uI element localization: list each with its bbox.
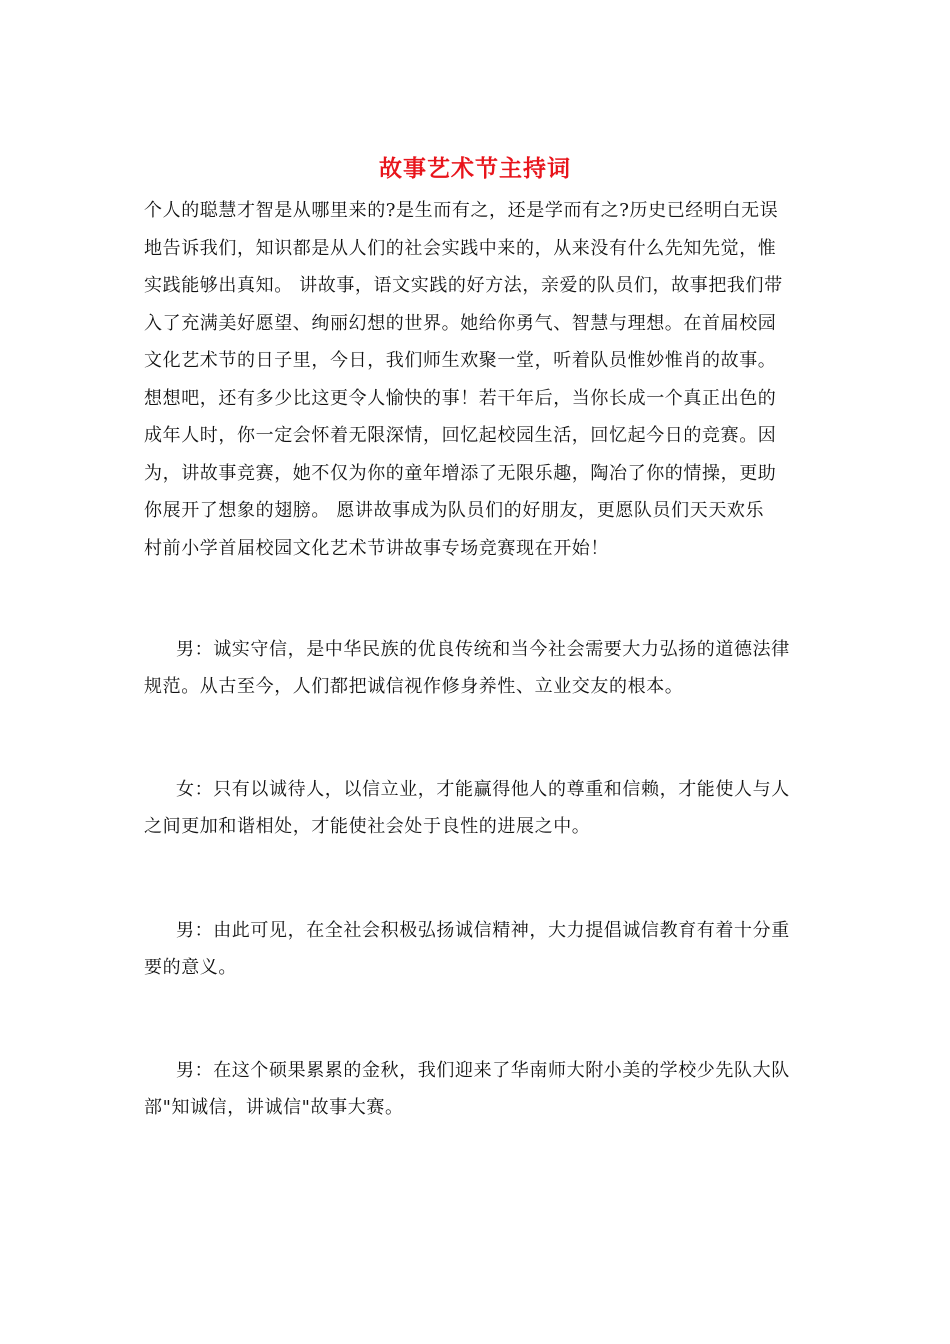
- dialogue-line: 要的意义。: [144, 957, 237, 978]
- intro-line: 文化艺术节的日子里，今日，我们师生欢聚一堂，听着队员惟妙惟肖的故事。: [144, 350, 777, 371]
- dialogue-line: 女：只有以诚待人，以信立业，才能赢得他人的尊重和信赖，才能使人与人: [176, 779, 790, 800]
- dialogue-line: 规范。从古至今，人们都把诚信视作修身养性、立业交友的根本。: [144, 676, 684, 697]
- document-title: 故事艺术节主持词: [379, 155, 571, 182]
- intro-line: 想想吧，还有多少比这更令人愉快的事！若干年后，当你长成一个真正出色的: [144, 387, 777, 409]
- dialogue-line: 之间更加和谐相处，才能使社会处于良性的进展之中。: [144, 816, 591, 837]
- dialogue-paragraph-2: [144, 771, 806, 845]
- dialogue-line: 男：由此可见，在全社会积极弘扬诚信精神，大力提倡诚信教育有着十分重: [176, 920, 790, 941]
- dialogue-line: 男：在这个硕果累累的金秋，我们迎来了华南师大附小美的学校少先队大队: [176, 1060, 790, 1081]
- intro-line: 为，讲故事竞赛，她不仅为你的童年增添了无限乐趣，陶冶了你的情操，更助: [144, 462, 777, 484]
- intro-line: 实践能够出真知。 讲故事，语文实践的好方法，亲爱的队员们，故事把我们带: [144, 275, 783, 296]
- intro-line: 个人的聪慧才智是从哪里来的?是生而有之，还是学而有之?历史已经明白无误: [144, 200, 779, 221]
- dialogue-paragraph-3: [144, 912, 806, 986]
- intro-line: 地告诉我们，知识都是从人们的社会实践中来的，从来没有什么先知先觉，惟: [144, 237, 777, 259]
- intro-paragraph: [144, 192, 806, 567]
- intro-line: 入了充满美好愿望、绚丽幻想的世界。她给你勇气、智慧与理想。在首届校园: [144, 312, 777, 334]
- dialogue-paragraph-4: [144, 1052, 806, 1126]
- dialogue-paragraph-1: [144, 631, 806, 705]
- dialogue-line: 部"知诚信，讲诚信"故事大赛。: [144, 1097, 404, 1118]
- intro-line: 村前小学首届校园文化艺术节讲故事专场竞赛现在开始！: [144, 537, 609, 559]
- dialogue-line: 男：诚实守信，是中华民族的优良传统和当今社会需要大力弘扬的道德法律: [176, 639, 790, 660]
- intro-line: 成年人时，你一定会怀着无限深情，回忆起校园生活，回忆起今日的竞赛。因: [144, 425, 777, 446]
- intro-line: 你展开了想象的翅膀。 愿讲故事成为队员们的好朋友，更愿队员们天天欢乐: [144, 500, 765, 521]
